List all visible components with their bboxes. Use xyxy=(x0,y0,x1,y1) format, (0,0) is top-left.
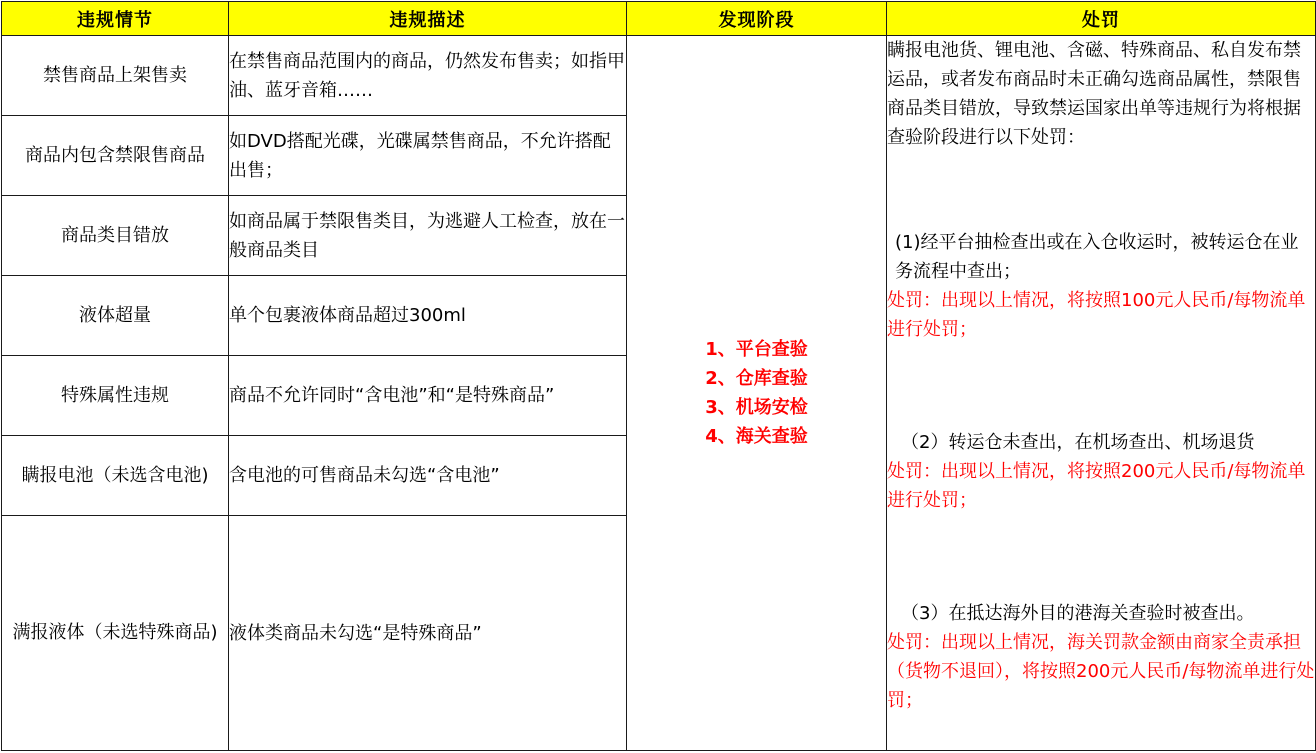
penalty-case-3: （3）在抵达海外目的港海关查验时被查出。 xyxy=(901,603,1255,624)
penalty-case-1: (1)经平台抽检查出或在入仓收运时，被转运仓在业务流程中查出； xyxy=(895,232,1299,282)
discovery-stage-cell xyxy=(627,36,887,751)
penalty-case-2: （2）转运仓未查出，在机场查出、机场退货 xyxy=(901,432,1255,453)
violation-name: 商品内包含禁限售商品 xyxy=(2,116,229,196)
violation-name: 商品类目错放 xyxy=(2,196,229,276)
violation-table xyxy=(1,1,1316,751)
stage-item: 1、平台查验 xyxy=(705,339,808,360)
stage-item: 3、机场安检 xyxy=(705,397,808,418)
stage-item: 2、仓库查验 xyxy=(705,368,808,389)
header-row xyxy=(2,2,1316,36)
penalty-intro: 瞒报电池货、锂电池、含磁、特殊商品、私自发布禁运品，或者发布商品时未正确勾选商品属性，禁限售商品类目错放，导致禁运国家出单等违规行为将根据查验阶段进行以下处罚： xyxy=(887,40,1301,148)
violation-desc: 在禁售商品范围内的商品，仍然发布售卖；如指甲油、蓝牙音箱…… xyxy=(229,36,627,116)
violation-desc: 如DVD搭配光碟，光碟属禁售商品，不允许搭配出售； xyxy=(229,116,627,196)
violation-desc: 如商品属于禁限售类目，为逃避人工检查，放在一般商品类目 xyxy=(229,196,627,276)
header-penalty: 处罚 xyxy=(887,2,1316,36)
penalty-case-1-fine: 处罚：出现以上情况，将按照100元人民币/每物流单进行处罚； xyxy=(887,290,1306,340)
table-row xyxy=(2,36,1316,116)
penalty-case-3-fine: 处罚：出现以上情况，海关罚款金额由商家全责承担（货物不退回），将按照200元人民币/每物流单进行处罚； xyxy=(887,632,1315,711)
violation-desc: 含电池的可售商品未勾选“含电池” xyxy=(229,436,627,516)
header-violation-type: 违规情节 xyxy=(2,2,229,36)
stage-item: 4、海关查验 xyxy=(705,426,808,447)
violation-name: 禁售商品上架售卖 xyxy=(2,36,229,116)
penalty-case-2-fine: 处罚：出现以上情况，将按照200元人民币/每物流单进行处罚； xyxy=(887,461,1306,511)
violation-name: 液体超量 xyxy=(2,276,229,356)
violation-name: 特殊属性违规 xyxy=(2,356,229,436)
header-violation-description: 违规描述 xyxy=(229,2,627,36)
violation-name: 满报液体（未选特殊商品) xyxy=(2,516,229,751)
violation-desc: 商品不允许同时“含电池”和“是特殊商品” xyxy=(229,356,627,436)
violation-desc: 液体类商品未勾选“是特殊商品” xyxy=(229,516,627,751)
violation-name: 瞒报电池（未选含电池) xyxy=(2,436,229,516)
header-discovery-stage: 发现阶段 xyxy=(627,2,887,36)
penalty-cell xyxy=(887,36,1316,751)
violation-desc: 单个包裹液体商品超过300ml xyxy=(229,276,627,356)
